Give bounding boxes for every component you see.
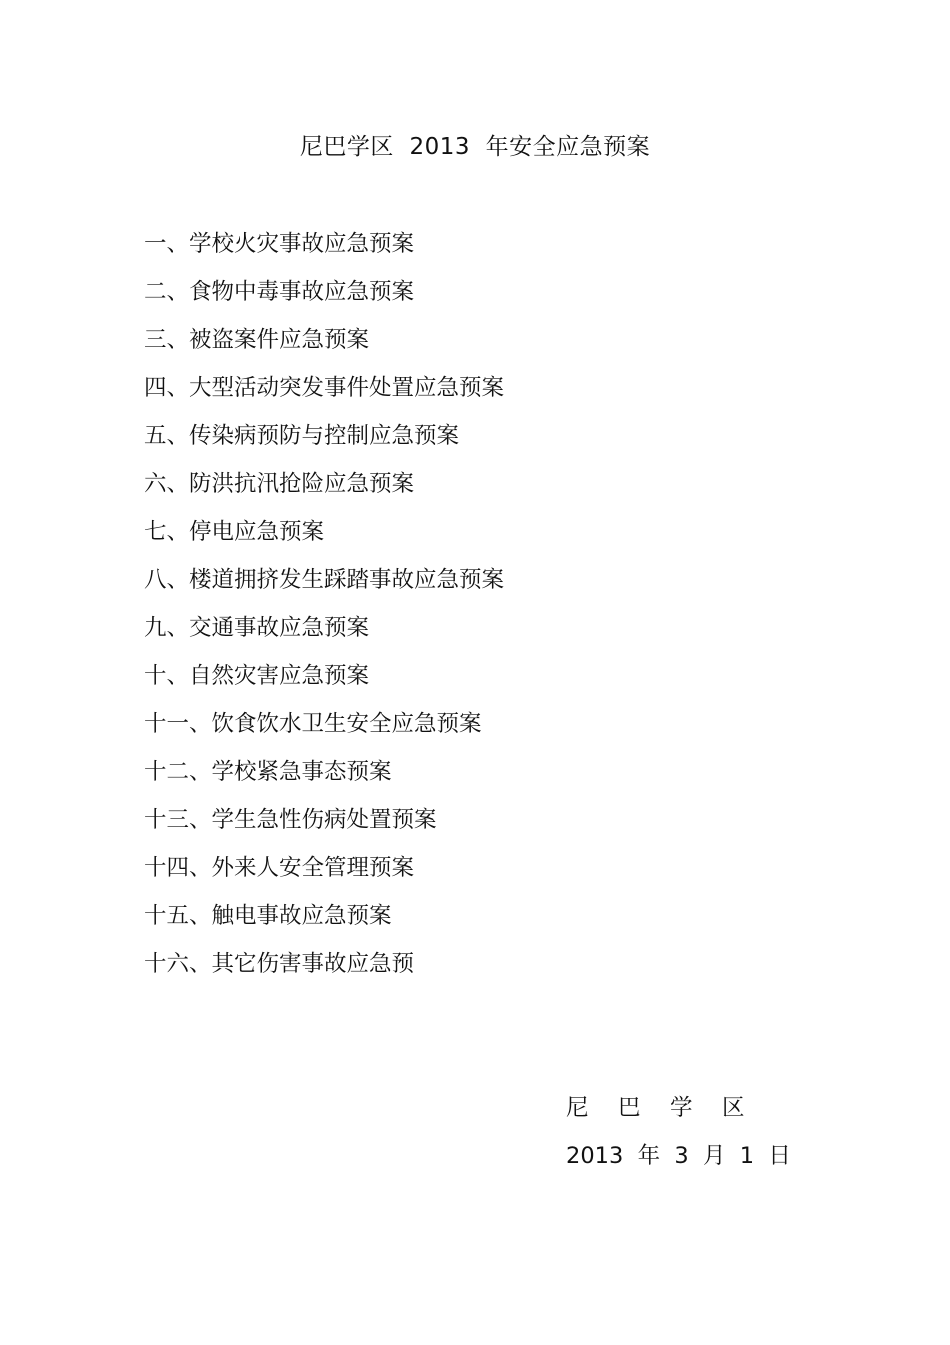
list-item: 一、学校火灾事故应急预案: [144, 231, 415, 257]
list-item: 十三、学生急性伤病处置预案: [144, 807, 437, 833]
signature-char: 巴: [618, 1095, 641, 1121]
list-item: 五、传染病预防与控制应急预案: [144, 423, 460, 449]
document-title: 尼巴学区 2013 年安全应急预案: [299, 134, 651, 160]
list-item: 十四、外来人安全管理预案: [144, 855, 415, 881]
signature-char: 区: [722, 1095, 745, 1121]
list-item: 十二、学校紧急事态预案: [144, 759, 392, 785]
signature-char: 学: [670, 1095, 693, 1121]
list-item: 四、大型活动突发事件处置应急预案: [144, 375, 505, 401]
list-item: 十、自然灾害应急预案: [144, 663, 370, 689]
list-item: 八、楼道拥挤发生踩踏事故应急预案: [144, 567, 505, 593]
list-item: 七、停电应急预案: [144, 519, 325, 545]
list-item: 三、被盗案件应急预案: [144, 327, 370, 353]
list-item: 十一、饮食饮水卫生安全应急预案: [144, 711, 482, 737]
list-item: 九、交通事故应急预案: [144, 615, 370, 641]
signature-char: 尼: [566, 1095, 589, 1121]
list-item: 六、防洪抗汛抢险应急预案: [144, 471, 415, 497]
signature-organization: [566, 1093, 745, 1123]
list-item: 十六、其它伤害事故应急预: [144, 951, 415, 977]
signature-date: 2013 年 3 月 1 日: [566, 1143, 791, 1169]
list-item: 十五、触电事故应急预案: [144, 903, 392, 929]
list-item: 二、食物中毒事故应急预案: [144, 279, 415, 305]
plan-list: [144, 229, 504, 997]
